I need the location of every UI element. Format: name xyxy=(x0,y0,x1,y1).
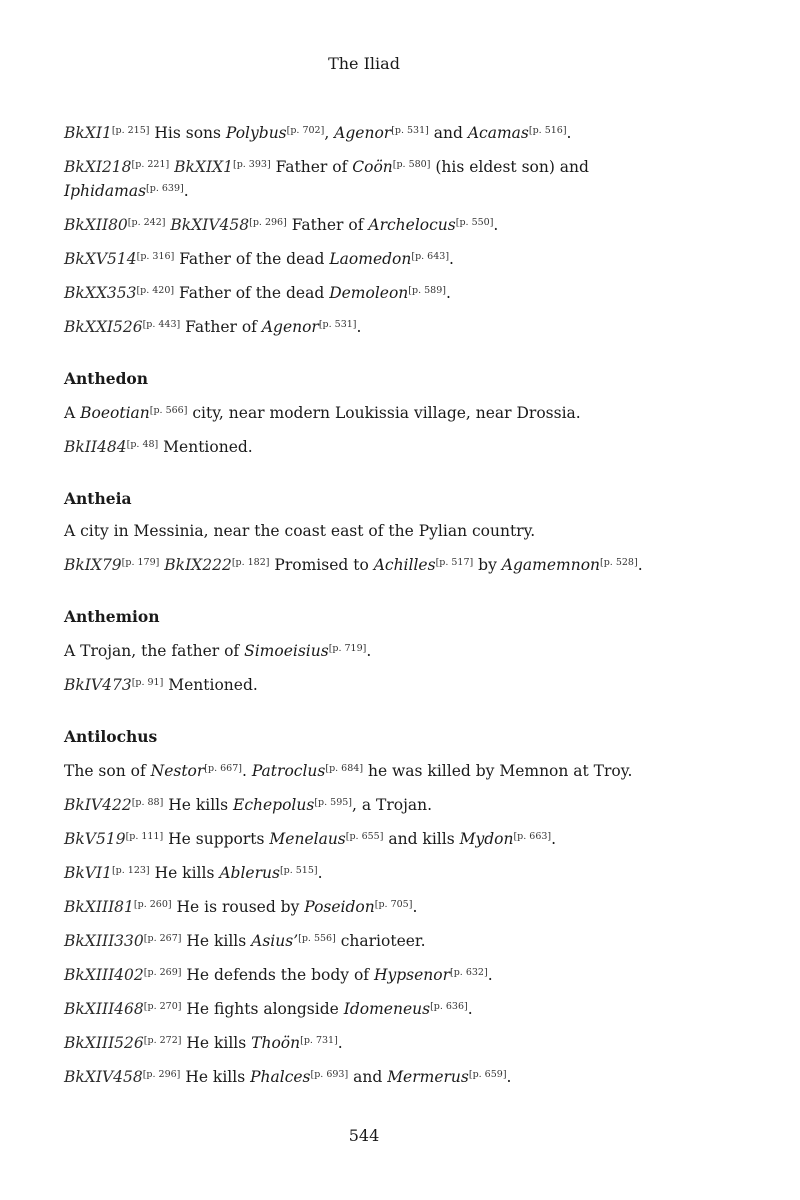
entry-text: Father of xyxy=(180,318,262,336)
entry-line xyxy=(64,996,674,1020)
page-reference-link[interactable]: [p. 719] xyxy=(328,643,367,654)
book-reference-link[interactable]: BkVI1 xyxy=(64,864,112,882)
page-reference-link[interactable]: [p. 515] xyxy=(279,865,318,876)
page-reference-link[interactable]: [p. 595] xyxy=(314,797,352,808)
entry-text: . xyxy=(637,556,643,574)
book-reference-link[interactable]: BkIX222 xyxy=(164,556,232,574)
entry-text: . xyxy=(366,642,372,660)
entry-heading: Anthedon xyxy=(64,369,149,388)
entry-text: , xyxy=(324,124,335,142)
entry-text: He kills xyxy=(181,1034,252,1052)
name-link[interactable]: Agenor xyxy=(261,318,319,336)
entry-line xyxy=(64,120,674,144)
page-reference-link[interactable]: [p. 182] xyxy=(231,557,270,568)
entry-line xyxy=(64,552,674,576)
book-reference-link[interactable]: BkIX79 xyxy=(64,556,122,574)
page-reference-link[interactable]: [p. 516] xyxy=(528,125,567,136)
name-link[interactable]: Demoleon xyxy=(329,284,409,302)
page-reference-link[interactable]: [p. 684] xyxy=(325,763,364,774)
page-reference-link[interactable]: [p. 517] xyxy=(435,557,474,568)
book-reference-link[interactable]: BkXIII526 xyxy=(64,1034,144,1052)
page-content xyxy=(64,120,674,1098)
page-reference-link[interactable]: [p. 91] xyxy=(131,677,164,688)
page-reference-link[interactable]: [p. 443] xyxy=(142,319,181,330)
name-link[interactable]: Simoeisius xyxy=(244,642,329,660)
book-reference-link[interactable]: BkIV422 xyxy=(64,796,132,814)
name-link[interactable]: Acamas xyxy=(467,124,529,142)
entry-line xyxy=(64,154,674,202)
entry-text: . xyxy=(445,284,451,302)
page-reference-link[interactable]: [p. 566] xyxy=(149,405,188,416)
entry-text: . xyxy=(467,1000,473,1018)
entry-text: A xyxy=(64,404,81,422)
page-reference-link[interactable]: [p. 702] xyxy=(286,125,325,136)
entry-text: and xyxy=(428,124,468,142)
page-reference-link[interactable]: [p. 531] xyxy=(318,319,357,330)
entry-text: His sons xyxy=(149,124,226,142)
entry-text: Father of xyxy=(286,216,369,234)
name-link[interactable]: Agenor xyxy=(334,124,392,142)
page-reference-link[interactable]: [p. 267] xyxy=(143,933,182,944)
page-number: 544 xyxy=(348,1126,380,1145)
entry-text: A Trojan, the father of xyxy=(64,642,245,660)
page-reference-link[interactable]: [p. 272] xyxy=(143,1035,182,1046)
entry-text: and kills xyxy=(383,830,460,848)
page-reference-link[interactable]: [p. 556] xyxy=(298,933,336,944)
entry-text: . xyxy=(356,318,362,336)
entry-text: He fights alongside xyxy=(181,1000,344,1018)
entry-text: by xyxy=(473,556,502,574)
entry-line xyxy=(64,520,674,542)
name-link[interactable]: Asius’ xyxy=(251,932,299,950)
book-reference-link[interactable]: BkXIII330 xyxy=(64,932,144,950)
sections xyxy=(64,368,674,1088)
book-reference-link[interactable]: BkII484 xyxy=(64,438,127,456)
page-reference-link[interactable]: [p. 316] xyxy=(136,251,175,262)
entry-line xyxy=(64,792,674,816)
page-reference-link[interactable]: [p. 179] xyxy=(121,557,160,568)
name-link[interactable]: Phalces xyxy=(250,1068,311,1086)
page-reference-link[interactable]: [p. 242] xyxy=(127,217,166,228)
intro-block xyxy=(64,120,674,338)
page-reference-link[interactable]: [p. 88] xyxy=(131,797,164,808)
book-reference-link[interactable]: BkXIII468 xyxy=(64,1000,144,1018)
entry-text: . xyxy=(493,216,499,234)
entry-line xyxy=(64,928,674,952)
entry-text: He is roused by xyxy=(171,898,305,916)
book-reference-link[interactable]: BkIV473 xyxy=(64,676,132,694)
page-reference-link[interactable]: [p. 48] xyxy=(126,439,159,450)
book-reference-link[interactable]: BkXX353 xyxy=(64,284,137,302)
book-reference-link[interactable]: BkXIX1 xyxy=(174,158,233,176)
entry-text: He kills xyxy=(181,932,252,950)
entry-text: . xyxy=(412,898,418,916)
page-reference-link[interactable]: [p. 221] xyxy=(131,159,170,170)
entry-text: . xyxy=(317,864,323,882)
entry-text: charioteer. xyxy=(335,932,426,950)
name-link[interactable]: Echepolus xyxy=(233,796,315,814)
entry-line xyxy=(64,434,674,458)
book-reference-link[interactable]: BkXII80 xyxy=(64,216,128,234)
page-reference-link[interactable]: [p. 667] xyxy=(204,763,242,774)
name-link[interactable]: Thoön xyxy=(251,1034,301,1052)
entry-line xyxy=(64,280,674,304)
name-link[interactable]: Iphidamas xyxy=(64,182,147,200)
entry-text: He kills xyxy=(163,796,234,814)
entry-heading: Anthemion xyxy=(64,607,160,626)
page-reference-link[interactable]: [p. 663] xyxy=(513,831,552,842)
name-link[interactable]: Menelaus xyxy=(269,830,346,848)
entry-text: . xyxy=(337,1034,343,1052)
entry-line xyxy=(64,894,674,918)
name-link[interactable]: Ablerus xyxy=(219,864,280,882)
entry-text: city, near modern Loukissia village, near Drossia. xyxy=(187,404,581,422)
page-reference-link[interactable]: [p. 270] xyxy=(143,1001,182,1012)
entry-text: He kills xyxy=(149,864,220,882)
entry-text: Promised to xyxy=(269,556,374,574)
entry-line xyxy=(64,1030,674,1054)
entry-line xyxy=(64,860,674,884)
entry-line xyxy=(64,1064,674,1088)
page-reference-link[interactable]: [p. 123] xyxy=(111,865,150,876)
page-reference-link[interactable]: [p. 659] xyxy=(468,1069,507,1080)
book-reference-link[interactable]: BkXIII81 xyxy=(64,898,134,916)
entry-heading: Antheia xyxy=(64,489,132,508)
page-reference-link[interactable]: [p. 589] xyxy=(408,285,446,296)
page-reference-link[interactable]: [p. 580] xyxy=(392,159,431,170)
entry-line xyxy=(64,212,674,236)
name-link[interactable]: Hypsenor xyxy=(373,966,451,984)
book-reference-link[interactable]: BkXIV458 xyxy=(170,216,250,234)
entry-text: Father of the dead xyxy=(174,284,330,302)
book-reference-link[interactable]: BkXIV458 xyxy=(64,1068,143,1086)
name-link[interactable]: Mydon xyxy=(459,830,514,848)
book-reference-link[interactable]: BkXXI526 xyxy=(64,318,143,336)
page-reference-link[interactable]: [p. 528] xyxy=(600,557,638,568)
entry-text: Father of the dead xyxy=(174,250,330,268)
page-reference-link[interactable]: [p. 655] xyxy=(345,831,384,842)
entry-text: (his eldest son) and xyxy=(430,158,589,176)
entry-text: . xyxy=(551,830,557,848)
page-reference-link[interactable]: [p. 420] xyxy=(136,285,175,296)
entry-text: he was killed by Memnon at Troy. xyxy=(363,762,633,780)
entry-heading: Antilochus xyxy=(64,727,158,746)
entry-line xyxy=(64,246,674,270)
entry-text: He defends the body of xyxy=(181,966,374,984)
entry-text: and xyxy=(348,1068,388,1086)
name-link[interactable]: Boeotian xyxy=(80,404,150,422)
page-reference-link[interactable]: [p. 296] xyxy=(142,1069,181,1080)
name-link[interactable]: Idomeneus xyxy=(343,1000,431,1018)
page-reference-link[interactable]: [p. 731] xyxy=(300,1035,338,1046)
page-reference-link[interactable]: [p. 550] xyxy=(455,217,494,228)
book-reference-link[interactable]: BkXV514 xyxy=(64,250,137,268)
name-link[interactable]: Nestor xyxy=(150,762,205,780)
entry-text: Mentioned. xyxy=(158,438,253,456)
page-header: The Iliad xyxy=(328,54,400,73)
entry-text: . xyxy=(566,124,572,142)
page-reference-link[interactable]: [p. 632] xyxy=(450,967,488,978)
entry-text: . xyxy=(506,1068,512,1086)
page-reference-link[interactable]: [p. 639] xyxy=(146,183,184,194)
entry-section xyxy=(64,488,674,576)
entry-section xyxy=(64,606,674,696)
entry-text: He supports xyxy=(163,830,270,848)
page-reference-link[interactable]: [p. 215] xyxy=(111,125,150,136)
name-link[interactable]: Laomedon xyxy=(329,250,412,268)
name-link[interactable]: Achilles xyxy=(373,556,436,574)
page-reference-link[interactable]: [p. 260] xyxy=(133,899,172,910)
page-reference-link[interactable]: [p. 636] xyxy=(430,1001,468,1012)
page-reference-link[interactable]: [p. 643] xyxy=(411,251,450,262)
book-reference-link[interactable]: BkXI1 xyxy=(64,124,112,142)
entry-text: The son of xyxy=(64,762,151,780)
entry-line xyxy=(64,672,674,696)
book-reference-link[interactable]: BkXIII402 xyxy=(64,966,144,984)
entry-text: , a Trojan. xyxy=(352,796,433,814)
entry-text: Mentioned. xyxy=(163,676,258,694)
book-reference-link[interactable]: BkXI218 xyxy=(64,158,132,176)
page-reference-link[interactable]: [p. 531] xyxy=(391,125,429,136)
entry-text: Father of xyxy=(270,158,353,176)
entry-line xyxy=(64,758,674,782)
entry-text: . xyxy=(487,966,493,984)
name-link[interactable]: Agamemnon xyxy=(501,556,601,574)
entry-line xyxy=(64,314,674,338)
name-link[interactable]: Mermerus xyxy=(387,1068,469,1086)
page-reference-link[interactable]: [p. 393] xyxy=(232,159,271,170)
page-reference-link[interactable]: [p. 705] xyxy=(374,899,413,910)
entry-text: A city in Messinia, near the coast east of the Pylian country. xyxy=(64,522,536,540)
name-link[interactable]: Patroclus xyxy=(251,762,326,780)
page-reference-link[interactable]: [p. 693] xyxy=(310,1069,349,1080)
page-reference-link[interactable]: [p. 296] xyxy=(249,217,287,228)
entry-text: . xyxy=(241,762,252,780)
entry-line xyxy=(64,638,674,662)
entry-section xyxy=(64,368,674,458)
page-reference-link[interactable]: [p. 111] xyxy=(125,831,164,842)
name-link[interactable]: Poseidon xyxy=(304,898,375,916)
entry-text: He kills xyxy=(180,1068,251,1086)
entry-line xyxy=(64,826,674,850)
name-link[interactable]: Coön xyxy=(352,158,393,176)
name-link[interactable]: Polybus xyxy=(225,124,287,142)
entry-line xyxy=(64,962,674,986)
entry-section xyxy=(64,726,674,1088)
page-reference-link[interactable]: [p. 269] xyxy=(143,967,182,978)
entry-text: . xyxy=(183,182,189,200)
entry-text: . xyxy=(449,250,454,268)
book-reference-link[interactable]: BkV519 xyxy=(64,830,126,848)
name-link[interactable]: Archelocus xyxy=(368,216,456,234)
entry-line xyxy=(64,400,674,424)
